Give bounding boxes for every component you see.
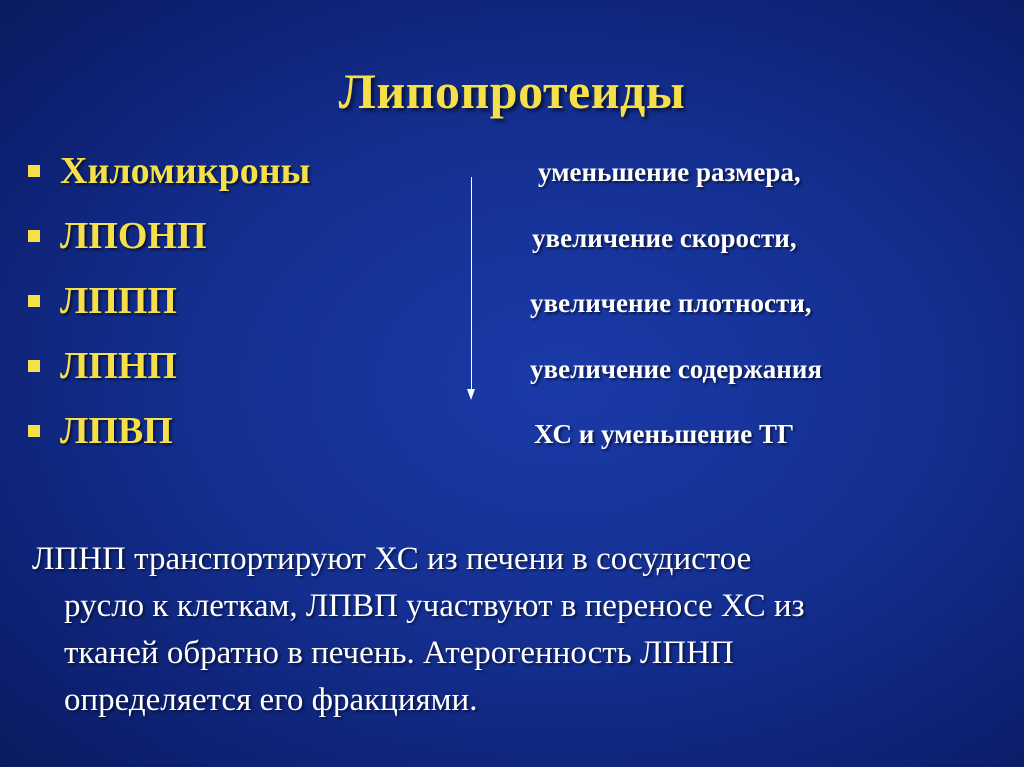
item-description: увеличение содержания — [530, 354, 822, 384]
list-item-chylomicrons — [28, 149, 310, 193]
item-label: ЛПНП — [60, 345, 177, 387]
item-description: уменьшение размера, — [538, 157, 801, 187]
item-label: Хиломикроны — [60, 150, 311, 192]
square-bullet-icon — [28, 360, 40, 372]
square-bullet-icon — [28, 425, 40, 437]
body-paragraph — [32, 536, 982, 724]
item-label: ЛППП — [60, 280, 177, 322]
paragraph-line: русло к клеткам, ЛПВП участвуют в переносе ХС из — [64, 588, 805, 624]
square-bullet-icon — [28, 295, 40, 307]
paragraph-line: ЛПНП транспортируют ХС из печени в сосудистое — [32, 541, 752, 577]
slide-title: Липопротеиды — [338, 63, 686, 119]
down-arrow-icon — [467, 389, 475, 400]
list-item-lponp — [28, 214, 207, 258]
list-item-lppp — [28, 279, 177, 323]
square-bullet-icon — [28, 165, 40, 177]
list-item-lpnp — [28, 344, 177, 388]
item-label: ЛПОНП — [60, 215, 207, 257]
item-description: ХС и уменьшение ТГ — [534, 419, 795, 449]
list-item-lpvp — [28, 409, 173, 453]
down-arrow-line — [471, 177, 472, 391]
item-label: ЛПВП — [60, 410, 173, 452]
square-bullet-icon — [28, 230, 40, 242]
item-description: увеличение плотности, — [530, 288, 812, 318]
paragraph-line: тканей обратно в печень. Атерогенность ЛПНП — [64, 635, 734, 671]
item-description: увеличение скорости, — [532, 223, 797, 253]
paragraph-line: определяется его фракциями. — [64, 682, 478, 718]
